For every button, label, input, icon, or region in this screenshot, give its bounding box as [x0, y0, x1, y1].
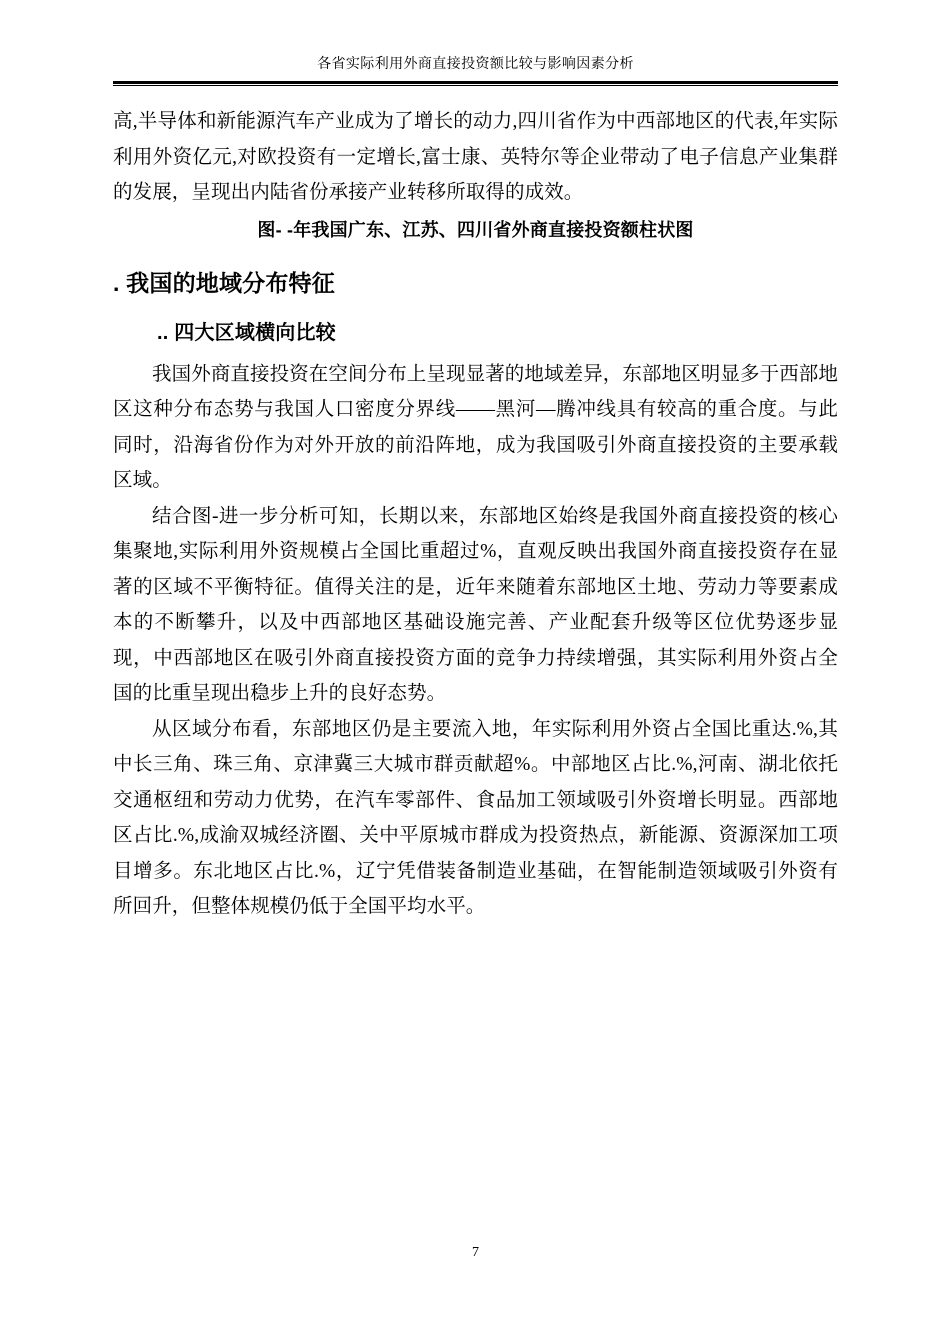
paragraph-eastern-region-analysis: 结合图-进一步分析可知，长期以来，东部地区始终是我国外商直接投资的核心集聚地,实际利用外资规模占全国比重超过%，直观反映出我国外商直接投资存在显著的区域不平衡特征。值得关注的是，近年来随着东部地区土地、劳动力等要素成本的不断攀升，以及中西部地区基础设施完善、产业配套升级等区位优势逐步显现，中西部地区在吸引外商直接投资方面的竞争力持续增强，其实际利用外资占全国的比重呈现出稳步上升的良好态势。: [113, 505, 838, 704]
header-title: 各省实际利用外商直接投资额比较与影响因素分析: [317, 57, 634, 72]
paragraph-regional-distribution: 我国外商直接投资在空间分布上呈现显著的地域差异，东部地区明显多于西部地区这种分布态势与我国人口密度分界线——黑河—腾冲线具有较高的重合度。与此同时，沿海省份作为对外开放的前沿阵地，成为我国吸引外商直接投资的主要承载区域。: [113, 363, 839, 491]
main-text-column: [113, 104, 838, 925]
page-number: 7: [472, 1245, 479, 1260]
figure-caption: 图- -年我国广东、江苏、四川省外商直接投资额柱状图: [257, 219, 694, 240]
page-header: [113, 55, 838, 86]
section-heading-level1: . 我国的地域分布特征: [113, 269, 335, 296]
paragraph-continuation: 高,半导体和新能源汽车产业成为了增长的动力,四川省作为中西部地区的代表,年实际利用外资亿元,对欧投资有一定增长,富士康、英特尔等企业带动了电子信息产业集群的发展，呈现出内陆省份承接产业转移所取得的成效。: [113, 111, 838, 203]
section-heading-level2: .. 四大区域横向比较: [157, 321, 336, 344]
paragraph-regional-shares: 从区域分布看，东部地区仍是主要流入地，年实际利用外资占全国比重达.%,其中长三角、珠三角、京津冀三大城市群贡献超%。中部地区占比.%,河南、湖北依托交通枢纽和劳动力优势，在汽车零部件、食品加工领域吸引外资增长明显。西部地区占比.%,成渝双城经济圈、关中平原城市群成为投资热点，新能源、资源深加工项目增多。东北地区占比.%，辽宁凭借装备制造业基础，在智能制造领域吸引外资有所回升，但整体规模仍低于全国平均水平。: [113, 718, 838, 917]
page-footer: [113, 1243, 838, 1262]
header-rule-divider: [113, 81, 838, 86]
header-rule-thin-line: [113, 85, 838, 86]
